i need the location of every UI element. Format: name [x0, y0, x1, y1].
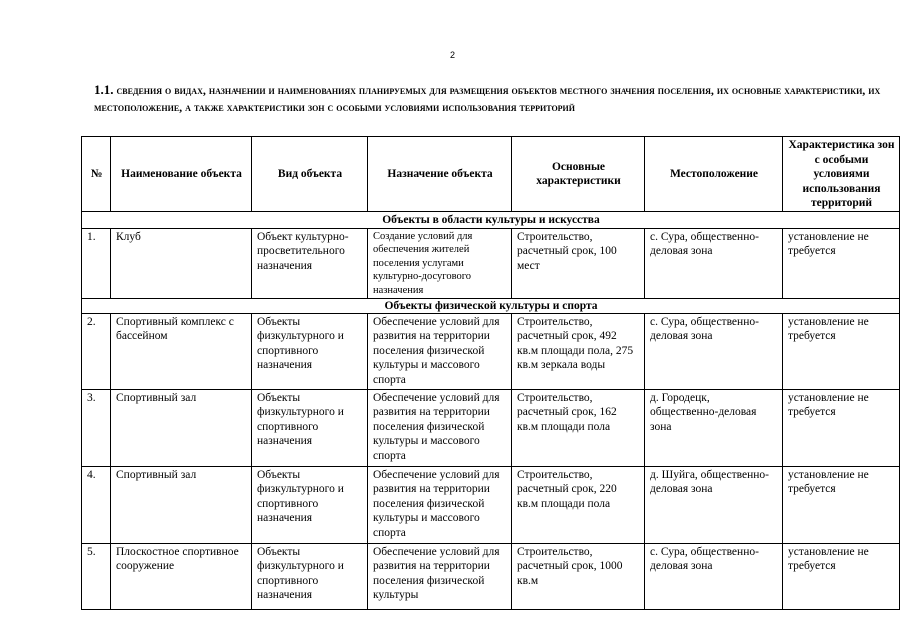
section-row-sport: [82, 298, 900, 313]
object-type: Объекты физкультурного и спортивного назначения: [252, 466, 368, 543]
header-location: Местоположение: [645, 137, 783, 212]
object-location: д. Шуйга, общественно-деловая зона: [645, 466, 783, 543]
object-characteristics: Строительство, расчетный срок, 1000 кв.м: [512, 543, 645, 609]
row-number: 2.: [82, 313, 111, 389]
object-type: Объекты физкультурного и спортивного назначения: [252, 389, 368, 466]
object-zones: установление не требуется: [783, 228, 900, 298]
object-location: с. Сура, общественно-деловая зона: [645, 228, 783, 298]
row-number: 4.: [82, 466, 111, 543]
object-type: Объекты физкультурного и спортивного назначения: [252, 313, 368, 389]
table-header-row: [82, 137, 900, 212]
table-row: [82, 313, 900, 389]
header-name: Наименование объекта: [111, 137, 252, 212]
section-title-sport: Объекты физической культуры и спорта: [82, 298, 900, 313]
page-number: 2: [449, 50, 455, 60]
section-title-number: 1.1.: [94, 82, 114, 97]
object-location: с. Сура, общественно-деловая зона: [645, 313, 783, 389]
section-title-culture: Объекты в области культуры и искусства: [82, 211, 900, 228]
object-location: с. Сура, общественно-деловая зона: [645, 543, 783, 609]
section-title: [94, 82, 884, 115]
header-zones: Характеристика зон с особыми условиями использования территорий: [783, 137, 900, 212]
object-name: Клуб: [111, 228, 252, 298]
object-purpose: Обеспечение условий для развития на территории поселения физической культуры: [368, 543, 512, 609]
header-characteristics: Основные характеристики: [512, 137, 645, 212]
table-row: [82, 466, 900, 543]
object-zones: установление не требуется: [783, 389, 900, 466]
object-purpose: Создание условий для обеспечения жителей поселения услугами культурно-досугового назначения: [368, 228, 512, 298]
section-row-culture: [82, 211, 900, 228]
objects-table: [81, 136, 900, 610]
row-number: 1.: [82, 228, 111, 298]
object-name: Плоскостное спортивное сооружение: [111, 543, 252, 609]
header-type: Вид объекта: [252, 137, 368, 212]
table-row: [82, 543, 900, 609]
object-characteristics: Строительство, расчетный срок, 220 кв.м площади пола: [512, 466, 645, 543]
object-purpose: Обеспечение условий для развития на территории поселения физической культуры и массового спорта: [368, 313, 512, 389]
object-zones: установление не требуется: [783, 543, 900, 609]
object-zones: установление не требуется: [783, 466, 900, 543]
object-name: Спортивный зал: [111, 389, 252, 466]
object-name: Спортивный комплекс с бассейном: [111, 313, 252, 389]
header-purpose: Назначение объекта: [368, 137, 512, 212]
object-characteristics: Строительство, расчетный срок, 162 кв.м площади пола: [512, 389, 645, 466]
object-type: Объекты физкультурного и спортивного назначения: [252, 543, 368, 609]
object-characteristics: Строительство, расчетный срок, 492 кв.м площади пола, 275 кв.м зеркала воды: [512, 313, 645, 389]
object-purpose: Обеспечение условий для развития на территории поселения физической культуры и массового спорта: [368, 389, 512, 466]
row-number: 5.: [82, 543, 111, 609]
object-zones: установление не требуется: [783, 313, 900, 389]
row-number: 3.: [82, 389, 111, 466]
header-number: №: [82, 137, 111, 212]
table-row: [82, 389, 900, 466]
object-characteristics: Строительство, расчетный срок, 100 мест: [512, 228, 645, 298]
object-type: Объект культурно-просветительного назначения: [252, 228, 368, 298]
section-title-text: сведения о видах, назначении и наименованиях планируемых для размещения объектов местного значения поселения, их основные характеристики, их местоположение, а также характеристики зон с особыми условиями использования территорий: [94, 83, 881, 114]
object-name: Спортивный зал: [111, 466, 252, 543]
object-purpose: Обеспечение условий для развития на территории поселения физической культуры и массового спорта: [368, 466, 512, 543]
object-location: д. Городецк, общественно-деловая зона: [645, 389, 783, 466]
table-row: [82, 228, 900, 298]
